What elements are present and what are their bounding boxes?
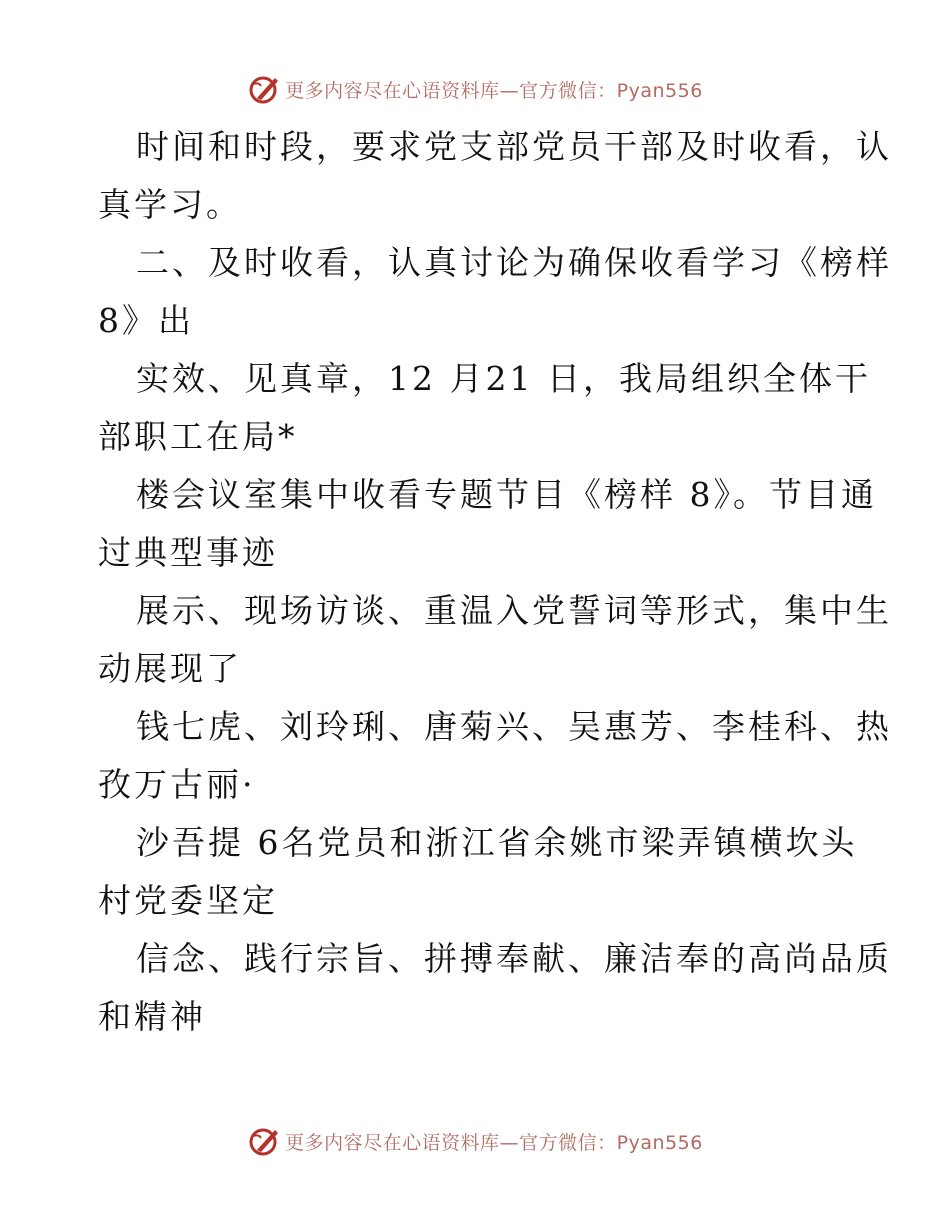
paragraph-line: 孜万古丽· bbox=[98, 765, 256, 804]
watermark-text: 更多内容尽在心语资料库—官方微信：Pyan556 bbox=[285, 1131, 703, 1154]
quill-pen-logo-icon bbox=[247, 72, 281, 106]
quill-pen-logo-icon bbox=[247, 1124, 281, 1158]
paragraph-line: 楼会议室集中收看专题节目《榜样 8》。节目通 bbox=[136, 475, 877, 514]
watermark-text: 更多内容尽在心语资料库—官方微信：Pyan556 bbox=[285, 79, 703, 102]
paragraph-line: 动展现了 bbox=[98, 649, 242, 688]
paragraph-line: 时间和时段，要求党支部党员干部及时收看，认 bbox=[136, 127, 892, 166]
paragraph-line: 二、及时收看，认真讨论为确保收看学习《榜样 bbox=[136, 243, 892, 282]
paragraph-line: 和精神 bbox=[98, 997, 206, 1036]
paragraph-line: 信念、践行宗旨、拼搏奉献、廉洁奉的高尚品质 bbox=[136, 939, 892, 978]
paragraph-line: 过典型事迹 bbox=[98, 533, 278, 572]
paragraph-line: 展示、现场访谈、重温入党誓词等形式，集中生 bbox=[136, 591, 892, 630]
paragraph-line: 钱七虎、刘玲琍、唐菊兴、吴惠芳、李桂科、热 bbox=[136, 707, 892, 746]
paragraph-line: 实效、见真章，12 月21 日，我局组织全体干 bbox=[136, 359, 871, 398]
footer-watermark bbox=[0, 1124, 950, 1158]
paragraph-line: 部职工在局* bbox=[98, 417, 298, 456]
paragraph-line: 沙吾提 6名党员和浙江省余姚市梁弄镇横坎头 bbox=[136, 823, 858, 862]
header-watermark bbox=[0, 72, 950, 106]
paragraph-line: 村党委坚定 bbox=[98, 881, 278, 920]
paragraph-line: 8》出 bbox=[98, 301, 194, 340]
document-body bbox=[98, 118, 892, 1046]
paragraph-line: 真学习。 bbox=[98, 185, 242, 224]
